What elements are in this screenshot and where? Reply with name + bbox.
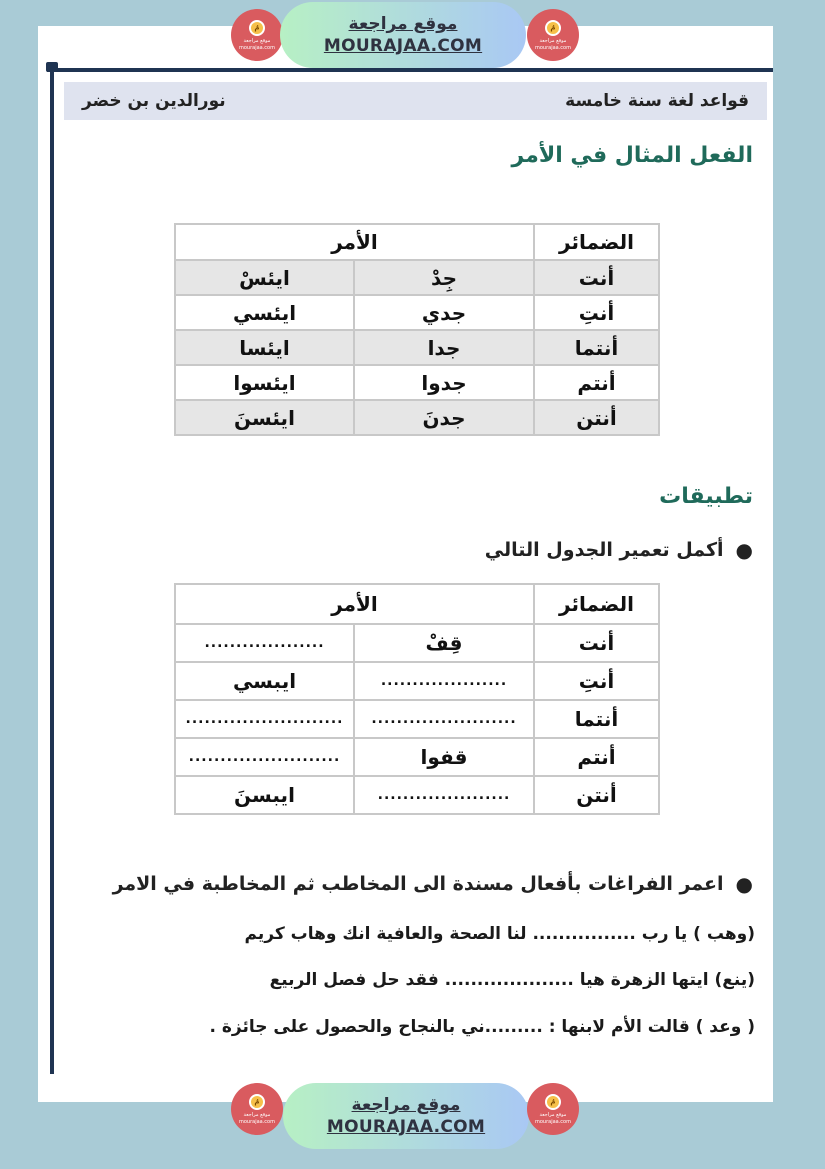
- brand-banner-top[interactable]: [280, 2, 526, 68]
- imperative-cell: ايبسي: [175, 662, 354, 700]
- table-row: [175, 365, 659, 400]
- table-row: [175, 260, 659, 295]
- imperative-cell: ايئسي: [175, 295, 354, 330]
- fill-sentence-1[interactable]: (وهب ) يا رب ................ لنا الصحة والعافية انك وهاب كريم: [244, 924, 755, 944]
- brand-logo-icon: مُ: [545, 20, 561, 36]
- brand-logo-icon: مُ: [249, 20, 265, 36]
- badge-latin-text: mourajaa.com: [534, 1118, 571, 1125]
- badge-latin-text: mourajaa.com: [238, 1118, 275, 1125]
- pronoun-cell: أنت: [534, 260, 659, 295]
- badge-latin-text: mourajaa.com: [534, 44, 571, 51]
- pronoun-cell: أنتِ: [534, 295, 659, 330]
- imperative-cell: ايبسنَ: [175, 776, 354, 814]
- left-border-cap: [46, 62, 58, 72]
- pronoun-cell: أنتما: [534, 330, 659, 365]
- blank-cell[interactable]: ...................: [175, 624, 354, 662]
- header-subject: قواعد لغة سنة خامسة: [565, 91, 749, 111]
- fill-sentence-3[interactable]: ( وعد ) قالت الأم لابنها : .........ني بالنجاح والحصول على جائزة .: [209, 1017, 755, 1037]
- table-header-row: [175, 584, 659, 624]
- blank-cell[interactable]: .........................: [175, 700, 354, 738]
- worksheet-header: [64, 82, 767, 120]
- table-row: [175, 776, 659, 814]
- header-imperative: الأمر: [175, 224, 534, 260]
- table-row: [175, 330, 659, 365]
- brand-badge-right-top: [527, 9, 579, 61]
- brand-arabic-text: موقع مراجعة: [348, 14, 458, 34]
- table-row: [175, 295, 659, 330]
- brand-logo-icon: مُ: [249, 1094, 265, 1110]
- mithal-imperative-table: [174, 223, 660, 436]
- table-row: [175, 700, 659, 738]
- imperative-cell: ايئسا: [175, 330, 354, 365]
- section-title-exercises: تطبيقات: [659, 484, 753, 509]
- header-pronouns: الضمائر: [534, 224, 659, 260]
- brand-latin-text: MOURAJAA.COM: [326, 1117, 486, 1137]
- imperative-cell: قفوا: [354, 738, 534, 776]
- bullet-icon: ●: [735, 538, 753, 562]
- exercise-1-instruction: [485, 538, 753, 562]
- brand-logo-icon: مُ: [545, 1094, 561, 1110]
- header-pronouns: الضمائر: [534, 584, 659, 624]
- blank-cell[interactable]: .......................: [354, 700, 534, 738]
- imperative-cell: ايئسْ: [175, 260, 354, 295]
- exercise-table: [174, 583, 660, 815]
- badge-latin-text: mourajaa.com: [238, 44, 275, 51]
- blank-cell[interactable]: .....................: [354, 776, 534, 814]
- badge-arabic-text: موقع مراجعة: [243, 37, 271, 44]
- pronoun-cell: أنتم: [534, 365, 659, 400]
- table-row: [175, 400, 659, 435]
- imperative-cell: جدوا: [354, 365, 534, 400]
- imperative-cell: جِدْ: [354, 260, 534, 295]
- section-title-mithal: الفعل المثال في الأمر: [511, 143, 753, 168]
- bullet-icon: ●: [735, 872, 753, 896]
- badge-arabic-text: موقع مراجعة: [539, 1111, 567, 1118]
- brand-badge-right-bottom: [527, 1083, 579, 1135]
- left-border-rule: [50, 64, 54, 1074]
- brand-latin-text: MOURAJAA.COM: [323, 36, 483, 56]
- imperative-cell: ايئسوا: [175, 365, 354, 400]
- header-author: نورالدين بن خضر: [82, 91, 226, 111]
- brand-badge-left-top: [231, 9, 283, 61]
- badge-arabic-text: موقع مراجعة: [243, 1111, 271, 1118]
- pronoun-cell: أنتن: [534, 400, 659, 435]
- brand-badge-left-bottom: [231, 1083, 283, 1135]
- badge-arabic-text: موقع مراجعة: [539, 37, 567, 44]
- pronoun-cell: أنت: [534, 624, 659, 662]
- imperative-cell: جدنَ: [354, 400, 534, 435]
- imperative-cell: ايئسنَ: [175, 400, 354, 435]
- brand-arabic-text: موقع مراجعة: [351, 1095, 461, 1115]
- table-row: [175, 624, 659, 662]
- pronoun-cell: أنتم: [534, 738, 659, 776]
- imperative-cell: جدي: [354, 295, 534, 330]
- imperative-cell: قِفْ: [354, 624, 534, 662]
- exercise-2-instruction: [113, 872, 753, 896]
- instruction-text: أكمل تعمير الجدول التالي: [484, 539, 724, 561]
- pronoun-cell: أنتن: [534, 776, 659, 814]
- blank-cell[interactable]: ........................: [175, 738, 354, 776]
- table-row: [175, 662, 659, 700]
- header-imperative: الأمر: [175, 584, 534, 624]
- blank-cell[interactable]: ....................: [354, 662, 534, 700]
- brand-banner-bottom[interactable]: [283, 1083, 529, 1149]
- pronoun-cell: أنتما: [534, 700, 659, 738]
- imperative-cell: جدا: [354, 330, 534, 365]
- table-header-row: [175, 224, 659, 260]
- top-border-rule: [47, 68, 773, 72]
- instruction-text: اعمر الفراغات بأفعال مسندة الى المخاطب ثم المخاطبة في الامر: [112, 873, 724, 895]
- table-row: [175, 738, 659, 776]
- pronoun-cell: أنتِ: [534, 662, 659, 700]
- fill-sentence-2[interactable]: (ينع) ايتها الزهرة هيا .................... فقد حل فصل الربيع: [269, 970, 755, 990]
